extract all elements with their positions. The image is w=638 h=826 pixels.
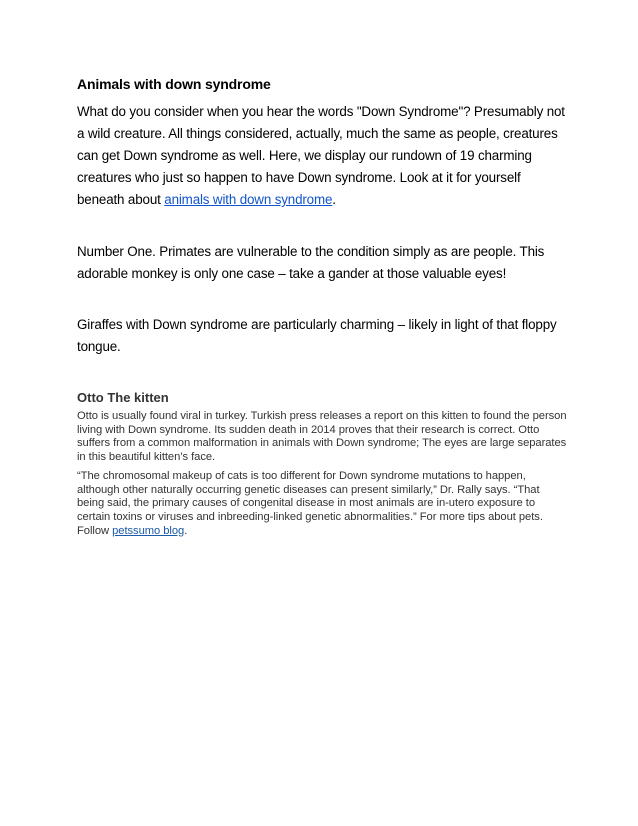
spacer <box>77 211 567 241</box>
quote-paragraph <box>77 470 567 539</box>
spacer <box>77 285 567 314</box>
document-title: Animals with down syndrome <box>77 76 271 92</box>
document-content <box>77 73 567 538</box>
animals-with-down-syndrome-link[interactable]: animals with down syndrome <box>164 192 333 207</box>
intro-paragraph <box>77 101 567 211</box>
quote-text-end: . <box>184 524 188 537</box>
quote-text: “The chromosomal makeup of cats is too different for Down syndrome mutations to happen, although other naturally occurring genetic diseases can present similarly,” Dr. Rally says. “That being said, the primary causes of congenital disease in most animals are in-utero exposure to certain toxins or viruses and inbreeding-linked genetic abnormalities.” For more tips about pets. Follow <box>77 469 543 537</box>
intro-text: What do you consider when you hear the words "Down Syndrome"? Presumably not a wild creature. All things considered, actually, much the same as people, creatures can get Down syndrome as well. Here, we display our rundown of 19 charming creatures who just so happen to have Down syndrome. Look at it for yourself beneath about <box>77 104 565 207</box>
petssumo-blog-link[interactable]: petssumo blog <box>112 524 185 537</box>
spacer <box>77 358 567 389</box>
number-one-paragraph: Number One. Primates are vulnerable to the condition simply as are people. This adorable monkey is only one case – take a gander at those valuable eyes! <box>77 244 545 281</box>
intro-text-end: . <box>332 192 336 207</box>
otto-heading: Otto The kitten <box>77 390 169 405</box>
giraffes-paragraph: Giraffes with Down syndrome are particularly charming – likely in light of that floppy tongue. <box>77 317 557 354</box>
otto-paragraph: Otto is usually found viral in turkey. Turkish press releases a report on this kitten to found the person living with Down syndrome. Its sudden death in 2014 proves that their research is correct. Otto suffers from a common malformation in animals with Down syndrome; The eyes are large separates in this beautiful kitten’s face. <box>77 410 567 464</box>
